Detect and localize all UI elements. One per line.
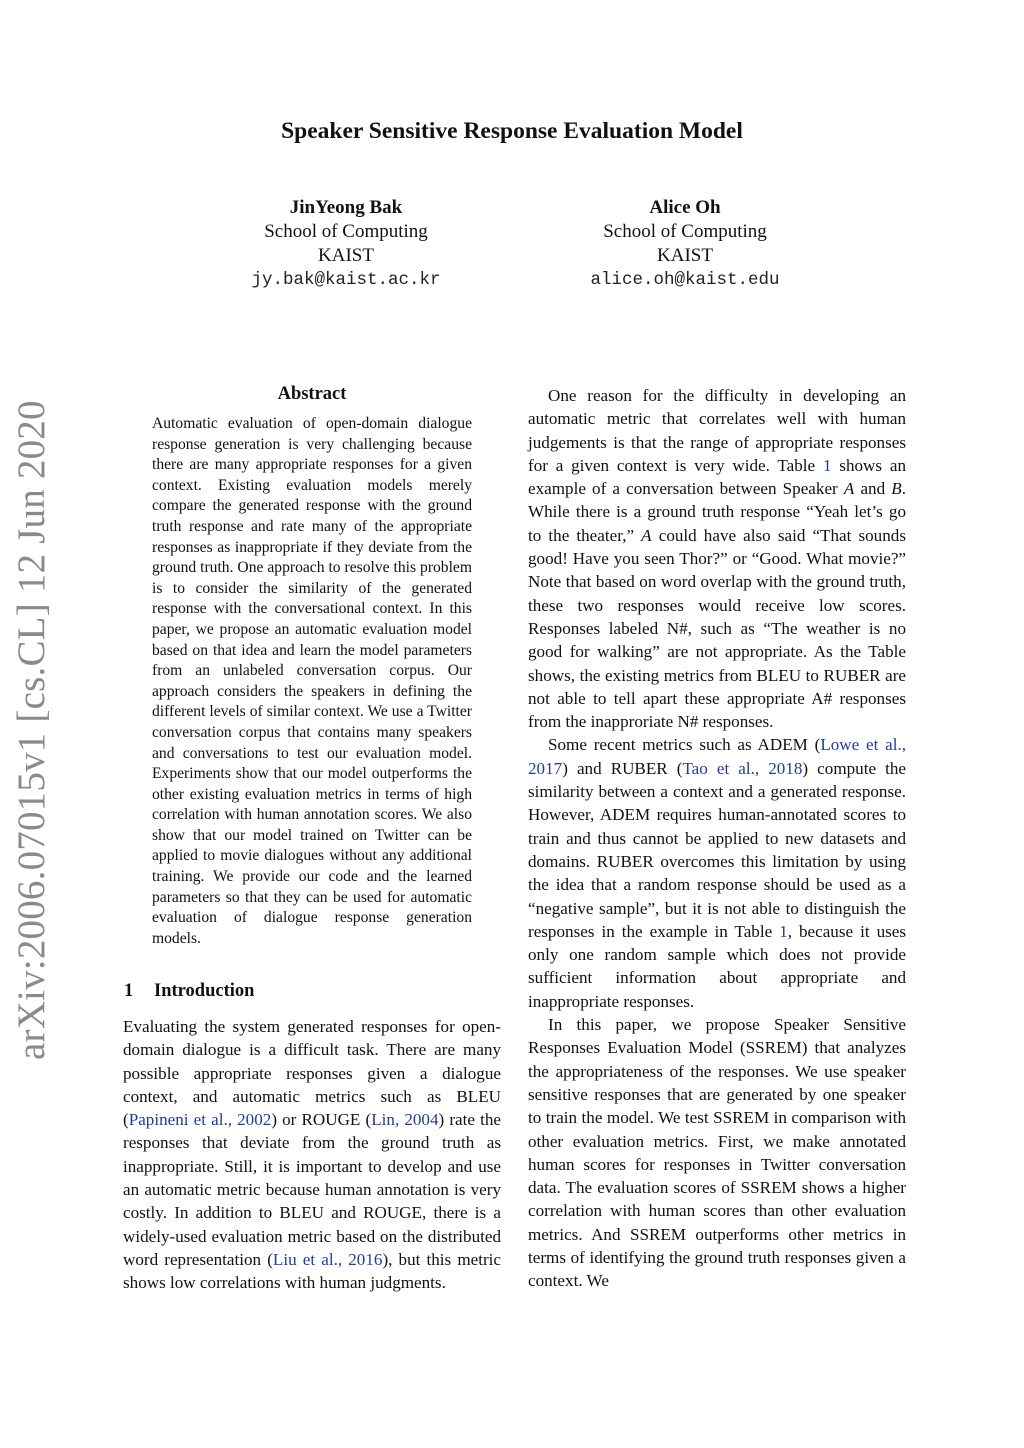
table-ref-link[interactable]: 1 [779, 921, 788, 941]
citation-link[interactable]: Tao et al., 2018 [682, 758, 803, 778]
author-institution: KAIST [657, 245, 713, 266]
author-block-2 [525, 196, 845, 292]
section-heading [124, 981, 254, 1002]
table-ref-link[interactable]: 1 [822, 455, 832, 475]
intro-paragraph-1: Evaluating the system generated responses for open-domain dialogue is a difficult task. There are many possible appropriate responses given a dialogue context, and automatic metrics such as BLEU (Papineni et al., 2002) or ROUGE (Lin, 2004) rate the responses that deviate from the ground truth as inappropriate. Still, it is important to develop and use an automatic metric because human annotation is very costly. In addition to BLEU and ROUGE, there is a widely-used evaluation metric based on the distributed word representation (Liu et al., 2016), but this metric shows low correlations with human judgments. [123, 1017, 501, 1293]
author-name: JinYeong Bak [289, 197, 403, 218]
author-email[interactable]: alice.oh@kaist.edu [590, 270, 780, 290]
section-title: Introduction [154, 981, 255, 1001]
author-affiliation: School of Computing [603, 221, 767, 242]
author-affiliation: School of Computing [264, 221, 428, 242]
author-name: Alice Oh [649, 197, 721, 218]
section-number: 1 [124, 981, 134, 1001]
intro-paragraph-4: In this paper, we propose Speaker Sensitive Responses Evaluation Model (SSREM) that analyzes the appropriateness of the responses. We use speaker sensitive responses that are generated by one speaker to train the model. We test SSREM in comparison with other evaluation metrics. First, we make annotated human scores for responses in Twitter conversation data. The evaluation scores of SSREM shows a higher correlation with human scores than other evaluation metrics. And SSREM outperforms other metrics in terms of identifying the ground truth responses given a context. We [528, 1015, 906, 1291]
left-column-body [123, 1015, 501, 1295]
abstract-body: Automatic evaluation of open-domain dialogue response generation is very challenging because there are many appropriate responses for a given context. Existing evaluation models merely compare the generated response with the ground truth response and rate many of the appropriate responses as inappropriate if they deviate from the ground truth. One approach to resolve this problem is to consider the similarity of the generated response with the conversational context. In this paper, we propose an automatic evaluation model based on that idea and learn the model parameters from an unlabeled conversation corpus. Our approach considers the speakers in defining the different levels of similar context. We use a Twitter conversation corpus that contains many speakers and conversations to test our evaluation model. Experiments show that our model outperforms the other existing evaluation metrics in terms of high correlation with human annotation scores. We also show that our model trained on Twitter can be applied to movie dialogues without any additional training. We provide our code and the learned parameters so that they can be used for automatic evaluation of dialogue response generation models. [152, 415, 472, 947]
intro-paragraph-3: Some recent metrics such as ADEM (Lowe et al., 2017) and RUBER (Tao et al., 2018) compute the similarity between a context and a generated response. However, ADEM requires human-annotated scores to train and thus cannot be applied to new datasets and domains. RUBER overcomes this limitation by using the idea that a random response should be used as a “negative sample”, but it is not able to distinguish the responses in the example in Table 1, because it uses only one random sample which does not provide sufficient information about appropriate and inappropriate responses. [528, 735, 907, 1011]
intro-paragraph-2: One reason for the difficulty in developing an automatic metric that correlates well with human judgements is that the range of appropriate responses for a given context is very wide. Table 1 shows an example of a conversation between Speaker A and B. While there is a ground truth response “Yeah let’s go to the theater,” A could have also said “That sounds good! Have you seen Thor?” or “Good. What movie?” Note that based on word overlap with the ground truth, these two responses would receive low scores. Responses labeled N#, such as “The weather is no good for walking” are not appropriate. As the Table shows, the existing metrics from BLEU to RUBER are not able to tell apart these appropriate A# responses from the inapproriate N# responses. [528, 386, 906, 732]
citation-link[interactable]: Lin, 2004 [371, 1110, 439, 1130]
paper-title: Speaker Sensitive Response Evaluation Model [281, 118, 743, 144]
citation-link[interactable]: Liu et al., 2016 [272, 1249, 383, 1269]
arxiv-stamp: arXiv:2006.07015v1 [cs.CL] 12 Jun 2020 [10, 400, 53, 1060]
author-institution: KAIST [318, 245, 374, 266]
abstract-heading: Abstract [277, 384, 347, 404]
author-block-1 [186, 196, 506, 292]
right-column-body [528, 384, 906, 1293]
author-email[interactable]: jy.bak@kaist.ac.kr [251, 270, 441, 290]
citation-link[interactable]: Lowe et al., 2017 [528, 735, 907, 778]
citation-link[interactable]: Papineni et al., 2002 [128, 1110, 272, 1130]
